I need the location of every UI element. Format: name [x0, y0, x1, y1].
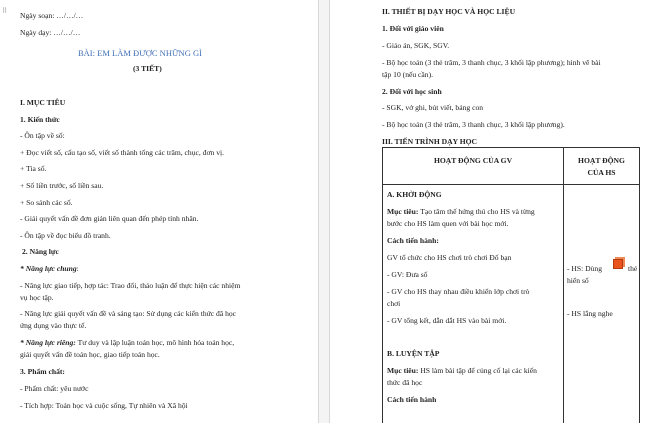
paragraph-line: - Năng lực giao tiếp, hợp tác: Trao đổi, thảo luận để thực hiện các nhiệm [20, 281, 241, 290]
paragraph-line: - Bộ học toán (3 thẻ trăm, 3 thanh chục, 3 khối lập phương); hình vẽ bài [382, 58, 601, 67]
table-header-student-a: HOẠT ĐỘNG [578, 156, 625, 165]
student-action: - HS: Dùng [567, 264, 603, 273]
drag-handle-icon[interactable]: ⠿ [2, 7, 7, 15]
list-item: + So sánh các số. [20, 198, 73, 207]
lesson-title: BÀI: EM LÀM ĐƯỢC NHỮNG GÌ [78, 48, 202, 58]
list-item: - Giáo án, SGK, SGV. [382, 41, 450, 50]
date-prepared: Ngày soạn: …/…/… [20, 11, 84, 20]
lesson-duration: (3 TIẾT) [133, 64, 162, 73]
procedure-step: - GV: Đưa số [387, 270, 428, 279]
document-page-right [329, 0, 650, 423]
student-action: thẻ [628, 264, 638, 273]
subheading-teacher: 1. Đối với giáo viên [382, 24, 444, 33]
procedure-label: Cách tiến hành [387, 395, 437, 404]
document-page-left [0, 0, 319, 423]
list-item: + Tia số. [20, 164, 47, 173]
list-item: - SGK, vở ghi, bút viết, bảng con [382, 103, 484, 112]
list-item: + Số liền trước, số liền sau. [20, 181, 104, 190]
objective-line: Mục tiêu: Tạo tâm thế hứng thú cho HS và từng [387, 207, 535, 216]
subheading-student: 2. Đối với học sinh [382, 87, 442, 96]
section-heading-objectives: I. MỤC TIÊU [20, 98, 66, 107]
paragraph-line: ứng dụng vào thực tế. [20, 321, 87, 330]
procedure-step: chơi [387, 299, 401, 308]
student-action: - HS lắng nghe [567, 309, 613, 318]
procedure-step: - GV cho HS thay nhau điều khiển lớp chơi trò [387, 287, 530, 296]
list-item: + Đọc viết số, cấu tạo số, viết số thành tổng các trăm, chục, đơn vị. [20, 148, 224, 157]
activity-heading-warmup: A. KHỞI ĐỘNG [387, 190, 442, 199]
subheading-knowledge: 1. Kiến thức [20, 115, 60, 124]
procedure-step: GV tổ chức cho HS chơi trò chơi Đố bạn [387, 253, 512, 262]
section-heading-process: III. TIẾN TRÌNH DẠY HỌC [382, 137, 478, 146]
procedure-step: - GV tổng kết, dẫn dắt HS vào bài mới. [387, 316, 507, 325]
section-heading-equipment: II. THIẾT BỊ DẠY HỌC VÀ HỌC LIỆU [382, 7, 516, 16]
student-action: hiển số [567, 276, 589, 285]
activity-table [382, 147, 640, 423]
paragraph-line: tập 10 (nếu cần). [382, 70, 434, 79]
list-item: - Tích hợp: Toán học và cuộc sống, Tự nhiên và Xã hội [20, 401, 188, 410]
paragraph-line: vụ học tập. [20, 293, 54, 302]
subheading-competence: 2. Năng lực [22, 247, 59, 256]
paragraph-line: bước cho HS làm quen với bài học mới. [387, 219, 509, 228]
table-header-teacher: HOẠT ĐỘNG CỦA GV [433, 156, 513, 165]
table-header-student-b: CỦA HS [587, 168, 616, 177]
list-item: - Bộ học toán (3 thẻ trăm, 3 thanh chục, 3 khối lập phương). [382, 120, 565, 129]
objective-line: Mục tiêu: HS làm bài tập để củng cố lại các kiến [387, 366, 537, 375]
paragraph-line: giải quyết vấn đề toán học, giao tiếp toán học. [20, 350, 160, 359]
paragraph-line: thức đã học [387, 378, 423, 387]
subheading-qualities: 3. Phẩm chất: [20, 367, 65, 376]
paragraph-line: - Năng lực giải quyết vấn đề và sáng tạo: Sử dụng các kiến thức đã học [20, 309, 237, 318]
cube-icon [613, 259, 623, 269]
list-item: - Ôn tập về số: [20, 131, 65, 140]
list-item: - Phẩm chất: yêu nước [20, 384, 89, 393]
general-competence-label: * Năng lực chung: [20, 264, 79, 273]
list-item: - Giải quyết vấn đề đơn giản liên quan đến phép tính nhân. [20, 214, 199, 223]
specific-competence: * Năng lực riêng: Tư duy và lập luận toán học, mô hình hóa toán học, [20, 338, 235, 347]
list-item: - Ôn tập về đọc biểu đồ tranh. [20, 231, 111, 240]
procedure-label: Cách tiến hành: [387, 236, 439, 245]
date-taught: Ngày dạy: …/…/… [20, 28, 81, 37]
activity-heading-practice: B. LUYỆN TẬP [387, 349, 440, 358]
